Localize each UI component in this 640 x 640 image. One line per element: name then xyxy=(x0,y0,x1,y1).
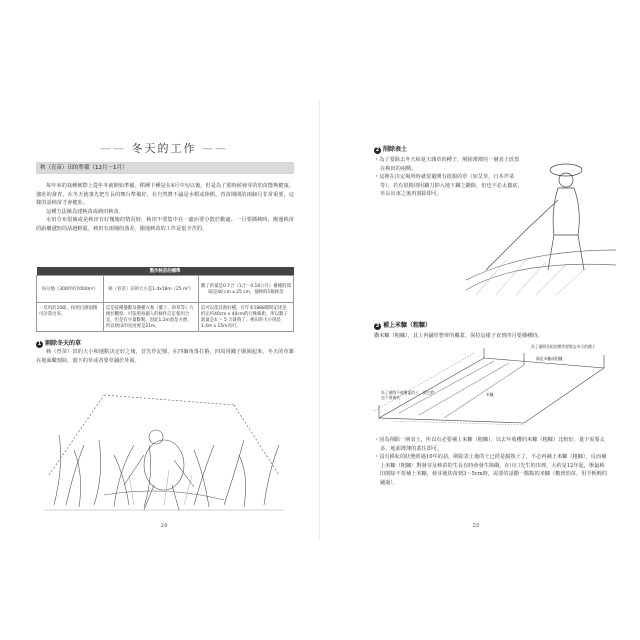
section-number: 3 xyxy=(375,323,380,329)
grass-cutting-illustration xyxy=(44,375,284,515)
callout-label: 米糠 xyxy=(486,392,494,397)
left-page xyxy=(14,100,314,540)
callout-label: 為了避開長根的雜草要除去冬天的種子 xyxy=(531,344,596,349)
gutter xyxy=(319,100,320,540)
section3-intro: 撒米糠（粗糠），其上再鋪草整齊的覆蓋，保持這樣子直到四月要播種時。 xyxy=(374,333,543,339)
callout-label: 為了避開不被覆蓋的土，使它們也不會被吹 xyxy=(381,390,435,400)
table-cell: 這是從種播數及播種方養（覆土、荷草等）方便於觀察，可依照每個人的條件訂定使用合宜，但是有少量數喔，因此1.2m寬是方便，所以秧田的長度要是21m。 xyxy=(103,303,198,332)
section3-list xyxy=(374,436,609,488)
table-cell: 一反用於10畝，按照目測面積可計算出來。 xyxy=(37,303,104,332)
book-spread xyxy=(8,100,632,540)
list-item: ・因為削除一層表土，所以有必要補上米糠（粗糠），以去年收穫的米糠（粗糠）比較好，量不需要太多，地面薄薄的蓋住即可。 xyxy=(374,437,605,452)
paragraph: 每年米的栽種實際上從年冬就開始準備。稻種下種是在4月中旬以後，但是為了那時候發芽的幼苗能夠健康，強壯的發育，在冬天就事先把生長的舞台準備好，在自然農不論是水稻或陸稻，育苗期間的兩個月非常重要，這樣的話秧苗才會健壯。 xyxy=(36,183,294,207)
table-caption: 製作秧苗的標準 xyxy=(37,267,294,276)
standard-table xyxy=(36,267,294,332)
intro-text xyxy=(36,182,294,234)
subhead-bar: 秧（育苗）田的準備（12月－1月） xyxy=(36,162,294,174)
table-header: 秧（育苗）田的大小是1.4x18m（25 m²） xyxy=(103,276,198,303)
callout-label: 像是米糠或粗糠 xyxy=(536,356,563,361)
list-item: ・沒有耕耘的狀態經過10年的話，削除表土後的土已經是腐熟土了，不必再補上米糠（粗糠），反而補上米糠（粗糠）對發芽及秧苗的生長有時會發生障礙，在川口先生的田裡，大約是12年起，舉最秧田削除不要補上米糠，發芽後幼苗到3～5cm時，需要的話撒一點點的米糠（數到幼苗，用手輕輕的鋪過）。 xyxy=(374,454,608,486)
farmer-hoeing-illustration xyxy=(466,150,616,300)
section1-heading: 1 割除冬天的草 xyxy=(37,340,82,347)
table-cell: 這可以依其他好種，在年來1888期間記述是約定約40cm x 40cm的行株株距，所以數子就量是4 ～ 5 合就夠了。秧田的大小則是1.4m x 15m而可。 xyxy=(198,303,293,332)
section2-heading: 2 削除表土 xyxy=(375,146,408,153)
paragraph: 這種方法稱為建秧苗或秧田秧苗。 xyxy=(46,208,124,215)
section1-text: 秧（育苗）田的大小和地點決定好之後，首先作記號，在四個角落打樁，四周用繩子圍圍起來，冬天的草雜在地面繼割除，割下的草或者要草鋪於外面。 xyxy=(36,349,294,364)
right-page xyxy=(326,100,626,540)
page-number: 24 xyxy=(160,523,168,529)
section3-heading: 3 補上米糠（粗糠） xyxy=(375,322,432,329)
table-header: 每分地（300坪約1000m²） xyxy=(37,276,104,303)
section-number: 1 xyxy=(37,341,42,347)
paragraph: 水田分布很廣或是秧田有好幾塊的情況時，秧田不要集中在一處而要分散於數處。一旦要插秧時，搬運秧苗的距離越短的話越輕鬆，秧田有兩塊的落差，搬運秧苗的工作是很辛苦的。 xyxy=(36,217,294,232)
list-item: ・為了要除去冬天和夏天雜草的種子，削除薄薄的一層表土放置在秧田的兩側。 xyxy=(374,157,520,172)
list-item: ・這裡在決定場所時就要避開有很根的草（如艾草，日本芹菜等），若有很根則用鋤刀抑入地下鋤之鋤除，但也不必太徹底，草長出來之後再割除即可。 xyxy=(374,174,523,198)
table-header: 數子的量是0.7合（1合＝0.18公升）播種的間隔是40 cm x 25 cm，插秧時1根秧苗 xyxy=(198,276,293,303)
section-number: 2 xyxy=(375,147,380,153)
page-number: 25 xyxy=(472,523,480,529)
chapter-title: —— 冬天的工作 —— xyxy=(100,142,228,155)
